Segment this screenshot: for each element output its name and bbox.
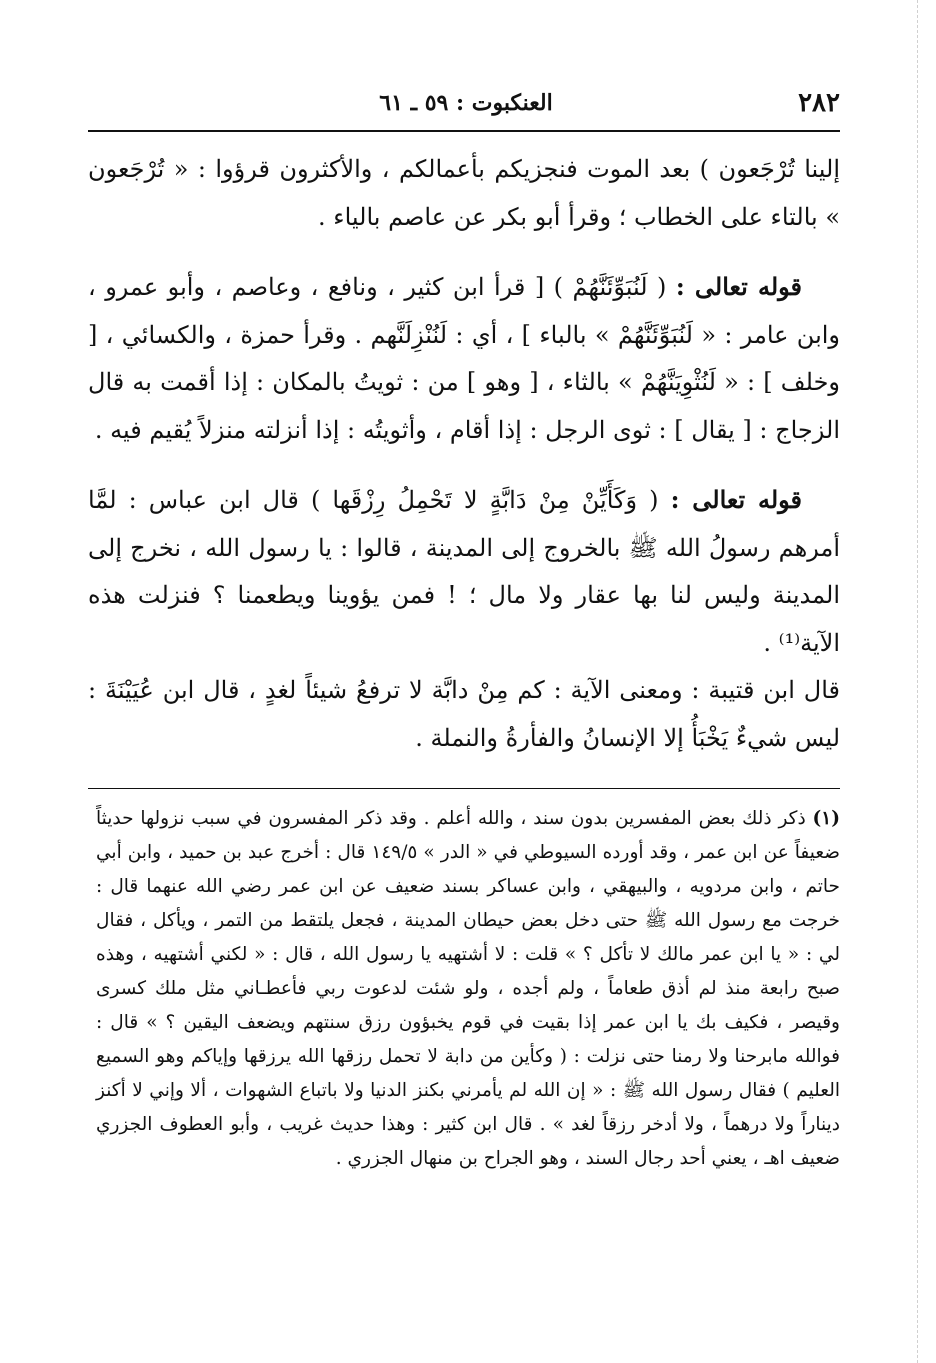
paragraph-text: قال ابن قتيبة : ومعنى الآية : كم مِنْ دابَّة لا ترفعُ شيئاً لغدٍ ، قال ابن عُيَيْنَةَ : ليس شيءٌ يَخْبَأُ إلا الإنسانُ والفأرةُ والنملة . [88, 676, 840, 752]
footnote-divider [88, 788, 840, 789]
footnote [96, 802, 840, 1176]
verse-heading: قوله تعالى : [670, 485, 802, 514]
running-title: العنكبوت : ٥٩ ـ ٦١ [379, 90, 553, 116]
paragraph-text: إلينا تُرْجَعون ) بعد الموت فنجزيكم بأعمالكم ، والأكثرون قرؤوا : « تُرْجَعون » بالتاء على الخطاب ؛ وقرأ أبو بكر عن عاصم بالياء . [88, 155, 840, 231]
main-text [88, 146, 840, 762]
page-header [92, 88, 840, 128]
verse-heading: قوله تعالى : [675, 272, 803, 301]
paragraph [88, 263, 840, 454]
paragraph [88, 476, 840, 667]
footnote-marker: (١) [812, 808, 840, 829]
paragraph-text: ( لَنُبَوِّئَنَّهُمْ ) [ قرأ ابن كثير ، ونافع ، وعاصم ، وأبو عمرو ، وابن عامر : « لَنُبَوِّئَنَّهُمْ » بالباء ] ، أي : لَنُنْزِلَنَّهم . وقرأ حمزة ، والكسائي ، [ وخلف ] : « لَنُثْوِيَنَّهُمْ » بالثاء ، [ وهو ] من : ثويتُ بالمكان : إذا أقمت به قال الزجاج : [ يقال ] : ثوى الرجل : إذا أقام ، وأثويتُه : إذا أنزلته منزلاً يُقيم فيه . [88, 273, 840, 444]
scan-edge-line [917, 0, 918, 1363]
footnote-text: ذكر ذلك بعض المفسرين بدون سند ، والله أعلم . وقد ذكر المفسرون في سبب نزولها حديثاً ضعيفاً عن ابن عمر ، وقد أورده السيوطي في « الدر » ١٤٩/٥ قال : أخرج عبد بن حميد ، وابن أبي حاتم ، وابن مردويه ، والبيهقي ، وابن عساكر بسند ضعيف عن ابن عمر رضي الله عنهما قال : خرجت مع رسول الله ﷺ حتى دخل بعض حيطان المدينة ، فجعل يلتقط من التمر ، ويأكل ، فقال لي : « يا ابن عمر مالك لا تأكل ؟ » قلت : لا أشتهيه يا رسول الله ، قال : « لكني أشتهيه ، وهذه صبح رابعة منذ لم أذق طعاماً ، ولم أجده ، ولو شئت لدعوت ربي فأعطـاني مثل ملك كسرى وقيصر ، فكيف بك يا ابن عمر إذا بقيت في قوم يخبؤون رزق سنتهم ويضعف اليقين ؟ » قال : فوالله مابرحنا ولا رمنا حتى نزلت : ( وكأين من دابة لا تحمل رزقها الله يرزقها وإياكم وهو السميع العليم ) فقال رسول الله ﷺ : « إن الله لم يأمرني بكنز الدنيا ولا باتباع الشهوات ، ألا وإني لا أكنز ديناراً ولا درهماً ، ولا أدخر رزقاً لغد » . قال ابن كثير : وهذا حديث غريب ، وأبو العطوف الجزري ضعيف اهـ ، يعني أحد رجال السند ، وهو الجراح بن منهال الجزري . [96, 808, 841, 1169]
paragraph [88, 667, 840, 762]
footnote-paragraph [96, 802, 840, 1176]
page-number: ٢٨٢ [798, 88, 840, 118]
paragraph-text: ( وَكَأَيِّنْ مِنْ دَابَّةٍ لا تَحْمِلُ رِزْقَها ) قال ابن عباس : لمَّا أمرهم رسولُ الله ﷺ بالخروج إلى المدينة ، قالوا : يا رسول الله ، نخرج إلى المدينة وليس لنا بها عقار ولا مال ؛ ! فمن يؤوينا ويطعمنا ؟ فنزلت هذه الآية⁽¹⁾ . [88, 486, 840, 657]
paragraph [88, 146, 840, 241]
header-divider [88, 130, 840, 132]
